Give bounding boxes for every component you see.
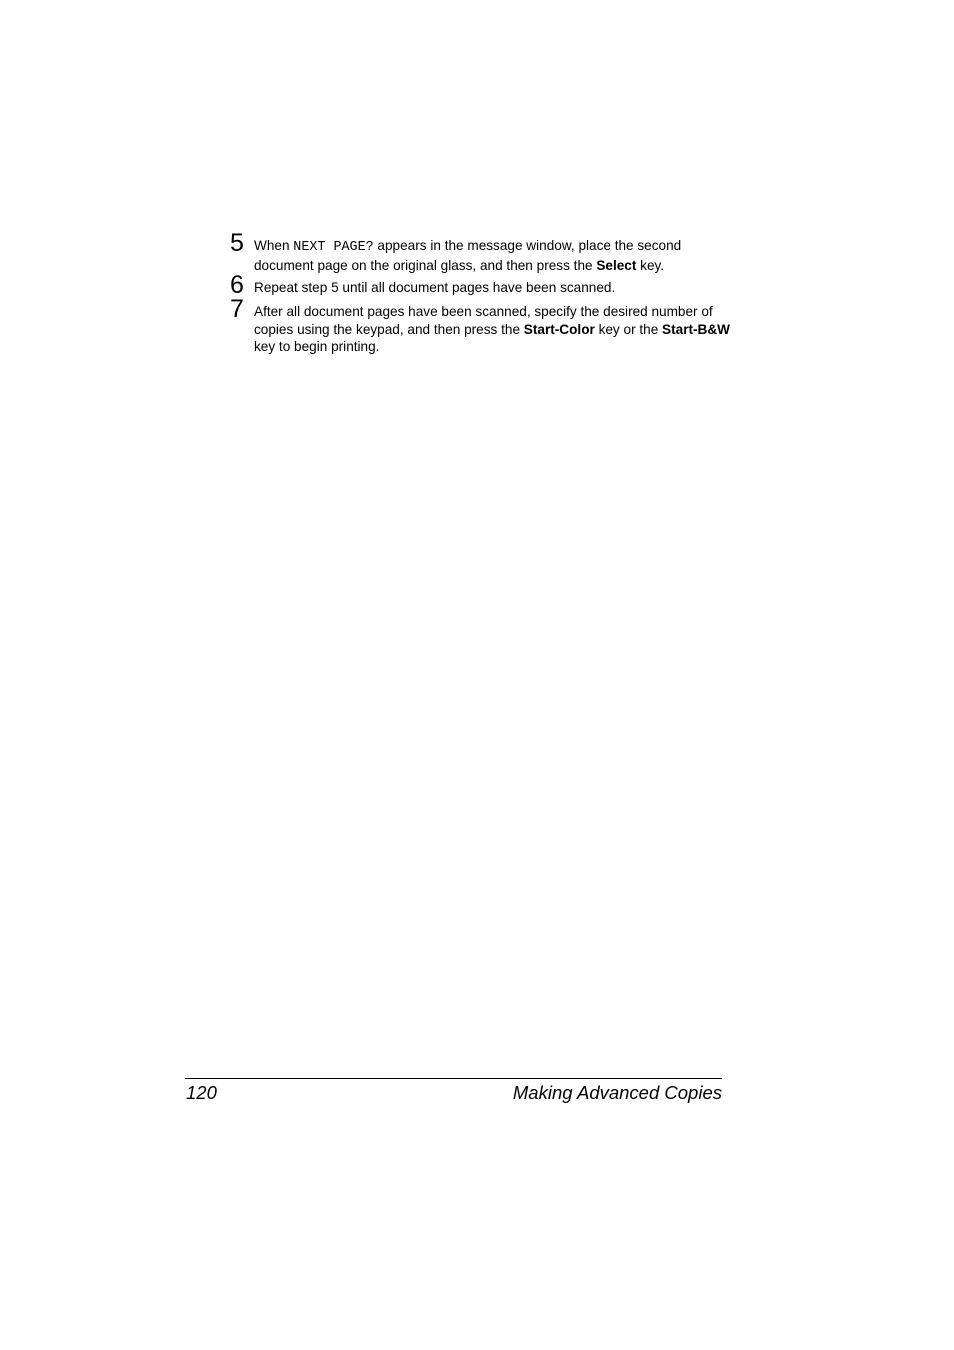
- step-text-segment: key.: [636, 257, 665, 273]
- step-text-segment: key or the: [594, 321, 663, 337]
- step-text-segment: Repeat step 5 until all document pages have been scanned.: [254, 280, 616, 295]
- step-text-segment: key to begin printing.: [254, 339, 380, 355]
- footer-divider: [185, 1078, 722, 1079]
- step-number: 6: [230, 271, 244, 299]
- message-code: NEXT PAGE?: [293, 240, 374, 255]
- section-title: Making Advanced Copies: [512, 1082, 722, 1103]
- step-text-segment: After all document pages have been scanned, specify the desired number of copies using the keypad, and then press the: [254, 304, 713, 337]
- start-color-key-label: Start-Color: [523, 321, 595, 337]
- step-number: 7: [230, 295, 244, 323]
- step-text: [254, 237, 730, 274]
- step-number: 5: [230, 229, 244, 257]
- step-text: [254, 303, 730, 356]
- select-key-label: Select: [596, 257, 637, 273]
- step-text-segment: appears in the message window, place the second document page on the original glass, and then press the: [254, 238, 682, 273]
- start-bw-key-label: Start-B&W: [662, 321, 731, 337]
- step-text-segment: When: [254, 238, 294, 253]
- step-text: [254, 279, 730, 297]
- page-number: 120: [186, 1082, 217, 1103]
